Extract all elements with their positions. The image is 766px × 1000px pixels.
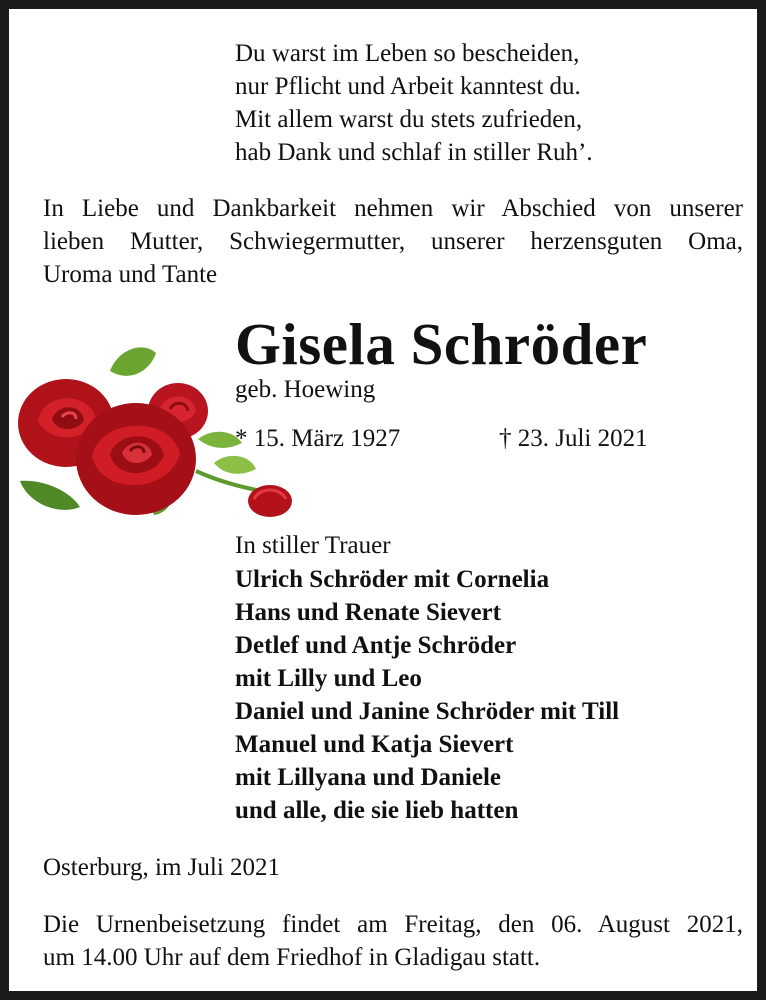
funeral-line: um 14.00 Uhr auf dem Friedhof in Gladigau statt. [43,944,541,971]
leaf-shape [20,481,80,510]
mourner-line: Ulrich Schröder mit Cornelia [235,566,550,593]
poem-line: Mit allem warst du stets zufrieden, [235,106,583,133]
poem-line: Du warst im Leben so bescheiden, [235,40,580,67]
death-date: † 23. Juli 2021 [499,425,648,452]
mourner-line: Daniel und Janine Schröder mit Till [235,698,620,725]
funeral-notice [43,908,743,974]
stem-shape [196,471,262,491]
funeral-line: Die Urnenbeisetzung findet am Freitag, den 06. August 2021, [43,911,743,938]
mourner-line: Hans und Renate Sievert [235,599,501,626]
farewell-line: lieben Mutter, Schwiegermutter, unserer herzensguten Oma, [43,228,743,255]
leaf-shape [110,347,156,375]
poem [235,37,593,169]
birth-name: geb. Hoewing [235,376,376,403]
poem-line: nur Pflicht und Arbeit kanntest du. [235,73,581,100]
mourner-line: mit Lilly und Leo [235,665,422,692]
birth-date: * 15. März 1927 [235,425,401,452]
rose-bud-shape [248,485,292,517]
farewell-text [43,192,743,291]
mourners-list [235,563,619,827]
mourner-line: mit Lillyana und Daniele [235,764,502,791]
farewell-line: Uroma und Tante [43,261,218,288]
farewell-line: In Liebe und Dankbarkeit nehmen wir Abschied von unserer [43,195,743,222]
deceased-name: Gisela Schröder [235,311,648,377]
mourners-intro: In stiller Trauer [235,532,391,559]
rose-shape [76,403,196,515]
poem-line: hab Dank und schlaf in stiller Ruh’. [235,139,593,166]
mourner-line: Detlef und Antje Schröder [235,632,517,659]
mourner-line: und alle, die sie lieb hatten [235,797,519,824]
mourner-line: Manuel und Katja Sievert [235,731,514,758]
place-date: Osterburg, im Juli 2021 [43,854,281,881]
leaf-shape [214,456,256,474]
